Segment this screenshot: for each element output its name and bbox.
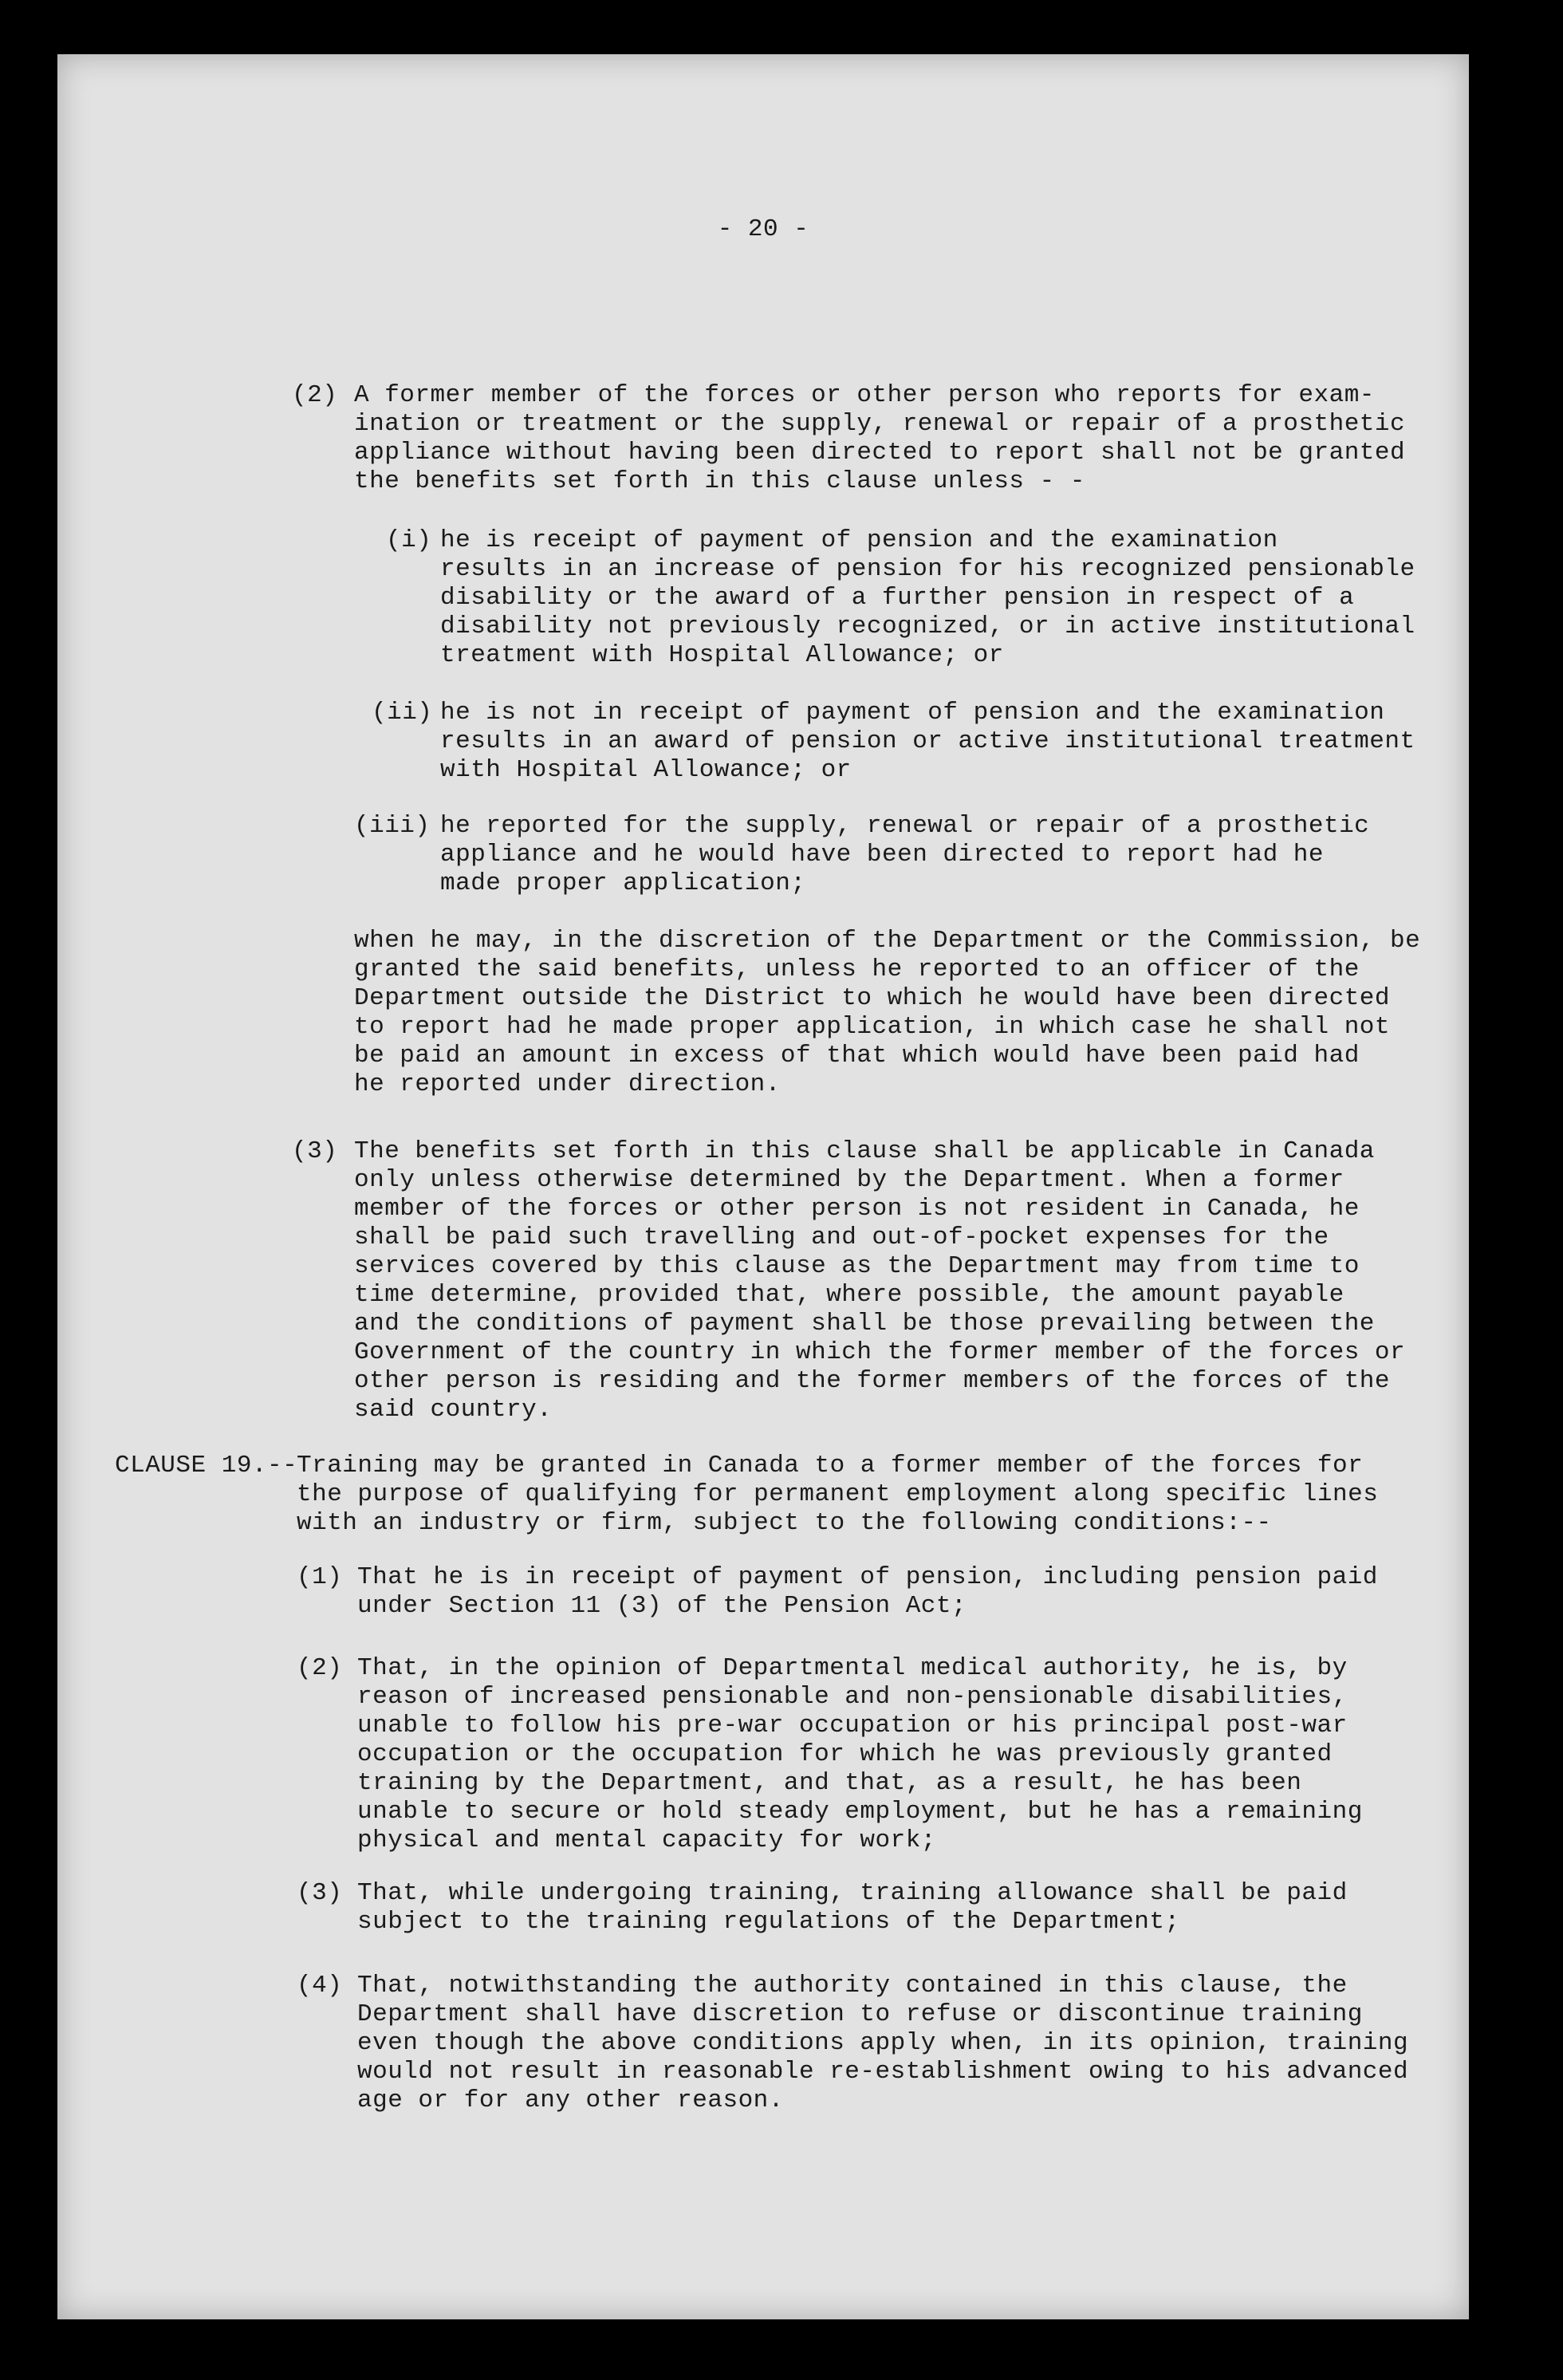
subsection-3-text: The benefits set forth in this clause shall be applicable in Canada only unless otherwise determined by the Department. When a former member of the forces or other person is not resident in Canada, he shall be paid such travelling and out-of-pocket expenses for the services covered by this clause as the Department may from time to time determine, provided that, where possible, the amount payable and the conditions of payment shall be those prevailing between the Government of the country in which the former member of the forces or other person is residing and the former members of the forces of the said country. [354,1137,1406,1424]
item-ii-text: he is not in receipt of payment of pension and the examination results in an award of pension or active institutional treatment with Hospital Allowance; or [440,699,1415,784]
condition-4-text: That, notwithstanding the authority contained in this clause, the Department shall have discretion to refuse or discontinue training even though the above conditions apply when, in its opinion, training would not result in reasonable re-establishment owing to his advanced age or for any other reason. [357,1972,1409,2114]
condition-2-number: (2) [297,1654,343,1682]
clause-19-intro: Training may be granted in Canada to a former member of the forces for the purpose of qualifying for permanent employment along specific lines with an industry or firm, subject to the following conditions:-- [297,1452,1379,1537]
condition-1-number: (1) [297,1563,343,1591]
item-i-number: (i) [386,526,432,554]
item-iii-text: he reported for the supply, renewal or repair of a prosthetic appliance and he would have been directed to report had he made proper application; [440,812,1370,897]
clause-19-label: CLAUSE 19.-- [115,1452,298,1480]
condition-1-text: That he is in receipt of payment of pension, including pension paid under Section 11 (3) of the Pension Act; [357,1563,1378,1620]
item-i-text: he is receipt of payment of pension and the examination results in an increase of pension for his recognized pensionable disability or the award of a further pension in respect of a disability not previously recognized, or in active institutional treatment with Hospital Allowance; or [440,526,1415,669]
condition-4-number: (4) [297,1972,343,2000]
document-body [57,54,1469,2319]
page-number: - 20 - [717,215,809,243]
subsection-3-number: (3) [292,1137,338,1165]
condition-3-text: That, while undergoing training, training allowance shall be paid subject to the training regulations of the Department; [357,1879,1348,1936]
condition-2-text: That, in the opinion of Departmental medical authority, he is, by reason of increased pensionable and non-pensionable disabilities, unable to follow his pre-war occupation or his principal post-war occupation or the occupation for which he was previously granted training by the Department, and that, as a result, he has been unable to secure or hold steady employment, but he has a remaining physical and mental capacity for work; [357,1654,1363,1854]
subsection-2-number: (2) [292,381,338,409]
subsection-2-text: A former member of the forces or other person who reports for exam- ination or treatment or the supply, renewal or repair of a prosthetic appliance without having been directed to report shall not be granted the benefits set forth in this clause unless - - [354,381,1406,495]
subsection-2-continuation: when he may, in the discretion of the Department or the Commission, be granted the said benefits, unless he reported to an officer of the Department outside the District to which he would have been directed to report had he made proper application, in which case he shall not be paid an amount in excess of that which would have been paid had he reported under direction. [354,927,1421,1098]
condition-3-number: (3) [297,1879,343,1907]
item-ii-number: (ii) [372,699,433,727]
item-iii-number: (iii) [354,812,431,840]
document-page [57,54,1469,2319]
